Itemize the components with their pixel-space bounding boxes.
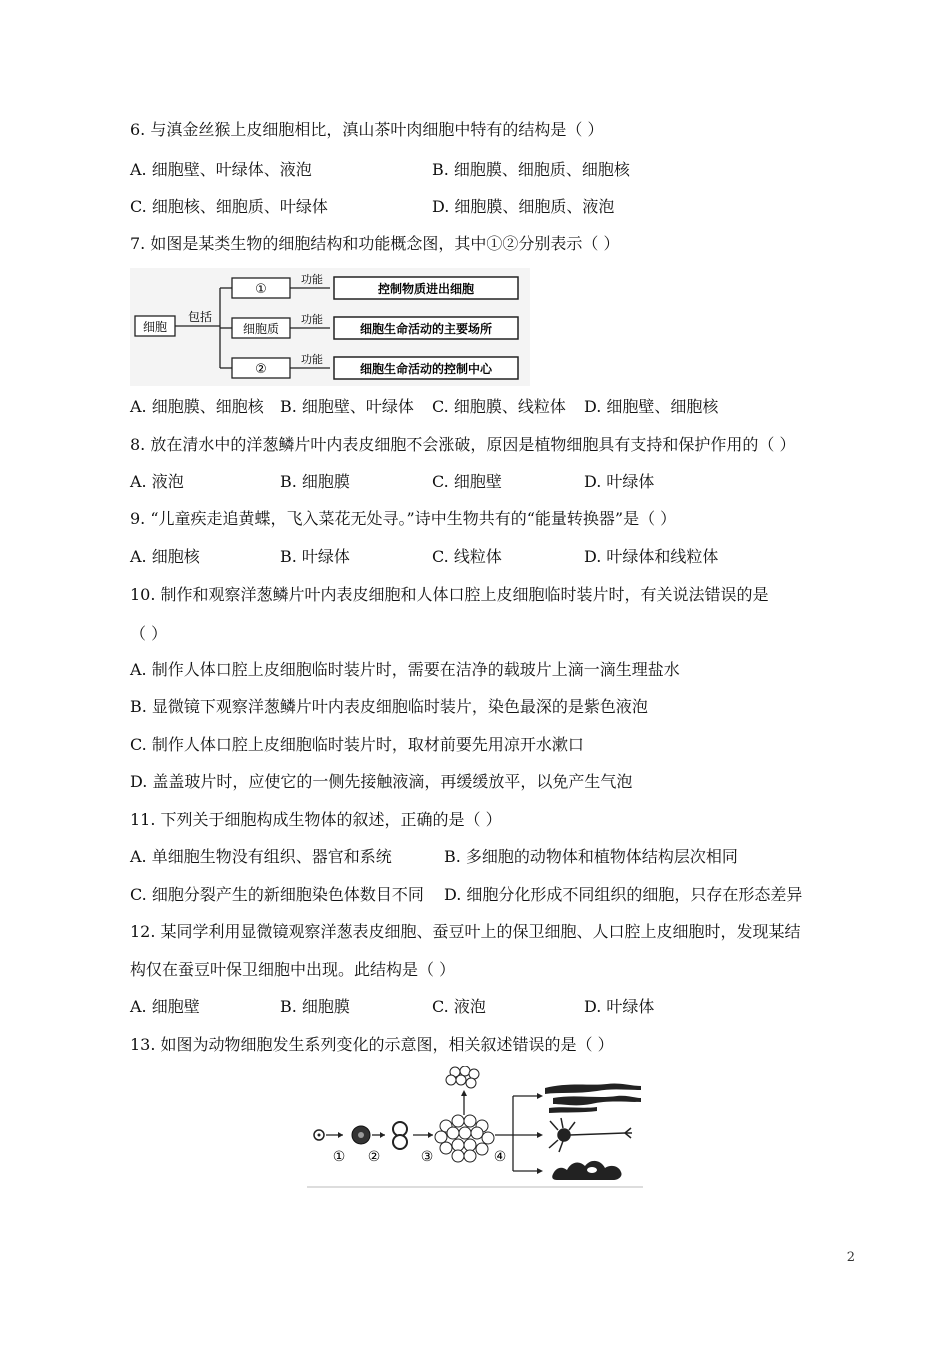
nerve-cell-icon [549,1118,632,1152]
q12-option-b: B. 细胞膜 [280,997,350,1016]
q9-option-a: A. 细胞核 [130,547,200,566]
q7-option-c: C. 细胞膜、线粒体 [432,397,566,416]
q10-option-c: C. 制作人体口腔上皮细胞临时装片时，取材前要先用凉开水漱口 [130,735,584,754]
diagram-box-3-label: ② [255,362,267,377]
q10-option-a: A. 制作人体口腔上皮细胞临时装片时，需要在洁净的载玻片上滴一滴生理盐水 [130,660,680,679]
q11-option-a: A. 单细胞生物没有组织、器官和系统 [130,847,392,866]
question-10-stem: 10. 制作和观察洋葱鳞片叶内表皮细胞和人体口腔上皮细胞临时装片时，有关说法错误的是 [130,585,769,604]
q10-option-b: B. 显微镜下观察洋葱鳞片叶内表皮细胞临时装片，染色最深的是紫色液泡 [130,697,648,716]
q6-option-c: C. 细胞核、细胞质、叶绿体 [130,197,328,216]
dividing-cells-icon [393,1122,407,1149]
diagram-function-label-1: 功能 [301,273,323,286]
question-13-stem: 13. 如图为动物细胞发生系列变化的示意图，相关叙述错误的是（ ） [130,1035,614,1054]
q7-option-a: A. 细胞膜、细胞核 [130,397,264,416]
q8-option-d: D. 叶绿体 [584,472,655,491]
q10-option-d: D. 盖盖玻片时，应使它的一侧先接触液滴，再缓缓放平，以免产生气泡 [130,772,633,791]
q12-option-a: A. 细胞壁 [130,997,200,1016]
step-label-1: ① [332,1149,346,1165]
cell-cluster-top-icon [446,1066,479,1088]
q7-option-d: D. 细胞壁、细胞核 [584,397,719,416]
q11-option-c: C. 细胞分裂产生的新细胞染色体数目不同 [130,885,424,904]
cell-development-diagram [307,1066,643,1190]
question-6-stem: 6. 与滇金丝猴上皮细胞相比，滇山茶叶肉细胞中特有的结构是（ ） [130,120,604,139]
q8-option-b: B. 细胞膜 [280,472,350,491]
question-12-stem: 12. 某同学利用显微镜观察洋葱表皮细胞、蚕豆叶上的保卫细胞、人口腔上皮细胞时，发现某结 [130,922,801,941]
muscle-tissue-icon [545,1083,641,1113]
cell-concept-diagram [130,268,530,386]
diagram-cell-label: 细胞 [142,320,168,334]
q12-option-c: C. 液泡 [432,997,486,1016]
q6-option-b: B. 细胞膜、细胞质、细胞核 [432,160,630,179]
diagram-function-text-1: 控制物质进出细胞 [377,282,475,296]
question-8-stem: 8. 放在清水中的洋葱鳞片叶内表皮细胞不会涨破，原因是植物细胞具有支持和保护作用的（ ） [130,435,796,454]
question-12-stem-continued: 构仅在蚕豆叶保卫细胞中出现。此结构是（ ） [130,960,456,979]
q8-option-a: A. 液泡 [130,472,184,491]
q11-option-b: B. 多细胞的动物体和植物体结构层次相同 [444,847,738,866]
page-number: 2 [846,1250,855,1265]
diagram-box-1-label: ① [255,282,267,297]
q8-option-c: C. 细胞壁 [432,472,502,491]
question-11-stem: 11. 下列关于细胞构成生物体的叙述，正确的是（ ） [130,810,502,829]
step-label-2: ② [367,1149,381,1165]
diagram-function-label-2: 功能 [301,313,323,326]
q6-option-a: A. 细胞壁、叶绿体、液泡 [130,160,312,179]
q7-option-b: B. 细胞壁、叶绿体 [280,397,414,416]
step-label-3: ③ [420,1149,434,1165]
question-10-stem-continued: （ ） [130,624,168,643]
q11-option-d: D. 细胞分化形成不同组织的细胞，只存在形态差异 [444,885,803,904]
diagram-box-2-label: 细胞质 [242,322,280,336]
diagram-function-label-3: 功能 [301,353,323,366]
q6-option-d: D. 细胞膜、细胞质、液泡 [432,197,615,216]
step-label-4: ④ [493,1149,507,1165]
diagram-function-text-3: 细胞生命活动的控制中心 [359,362,493,376]
question-7-stem: 7. 如图是某类生物的细胞结构和功能概念图，其中①②分别表示（ ） [130,234,620,253]
q9-option-b: B. 叶绿体 [280,547,350,566]
q12-option-d: D. 叶绿体 [584,997,655,1016]
diagram-include-label: 包括 [187,310,213,324]
cell-mass-icon [435,1115,494,1162]
epithelial-tissue-icon [552,1161,621,1180]
diagram-function-text-2: 细胞生命活动的主要场所 [359,322,493,336]
q9-option-d: D. 叶绿体和线粒体 [584,547,719,566]
q9-option-c: C. 线粒体 [432,547,502,566]
question-9-stem: 9. “儿童疾走追黄蝶，飞入菜花无处寻。”诗中生物共有的“能量转换器”是（ ） [130,509,677,528]
